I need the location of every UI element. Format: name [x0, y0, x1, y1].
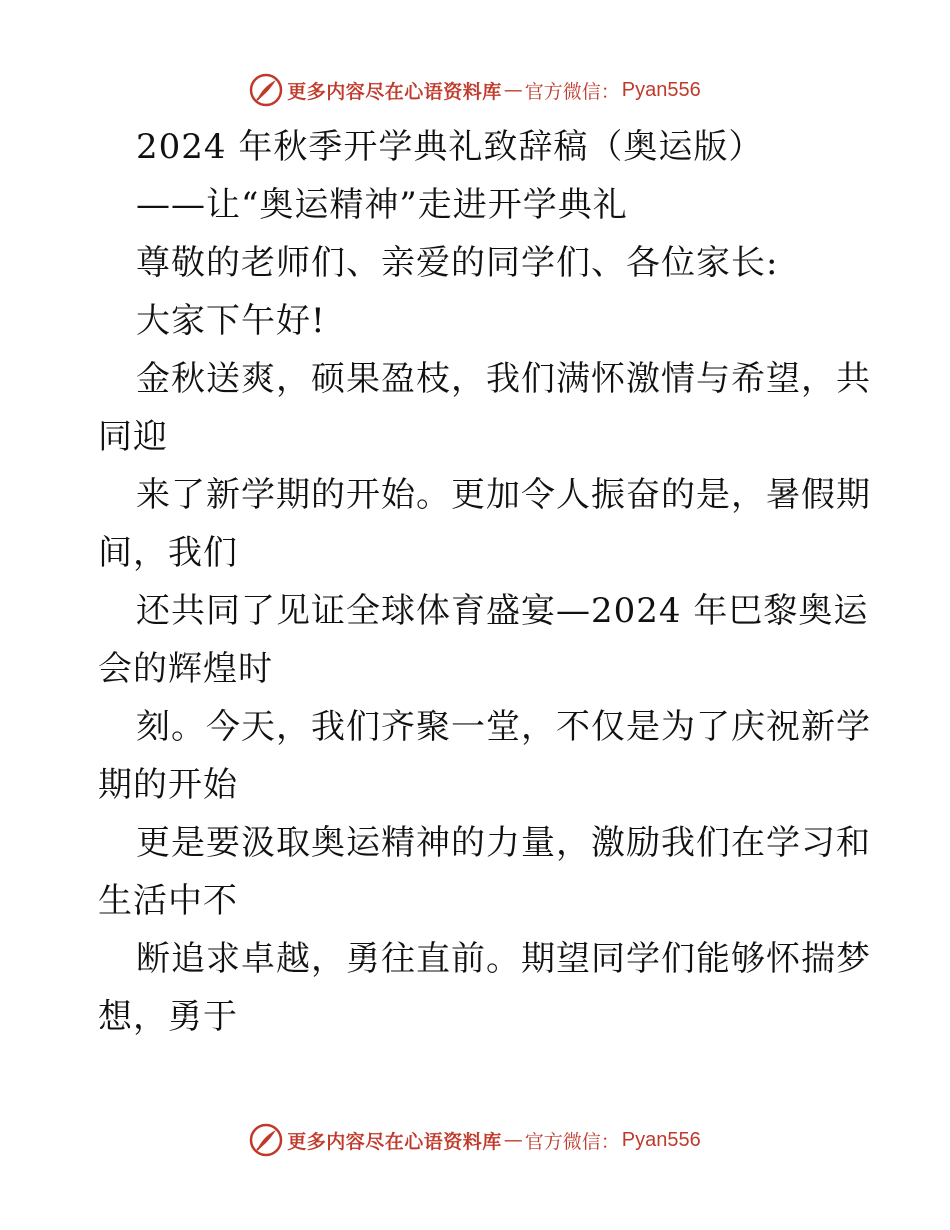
banner-wechat-id: Pyan556	[621, 1128, 701, 1151]
document-title: 2024 年秋季开学典礼致辞稿（奥运版）	[136, 127, 764, 167]
paragraph-line: 还共同了见证全球体育盛宴—2024 年巴黎奥运	[136, 591, 869, 631]
document-subtitle: ——让“奥运精神”走进开学典礼	[136, 185, 628, 225]
banner-text: 更多内容尽在心语资料库	[287, 80, 502, 103]
banner-text: 更多内容尽在心语资料库	[287, 1130, 502, 1153]
paragraph-line: 期的开始	[98, 765, 238, 805]
banner-wechat-label: 官方微信：	[524, 80, 620, 103]
paragraph-line: 更是要汲取奥运精神的力量，激励我们在学习和	[136, 823, 871, 863]
quill-logo-icon	[249, 73, 283, 107]
banner-wechat-id: Pyan556	[621, 78, 701, 101]
banner-wechat-label: 官方微信：	[524, 1130, 620, 1153]
header-banner	[0, 70, 950, 110]
paragraph-line: 来了新学期的开始。更加令人振奋的是，暑假期	[136, 475, 871, 515]
paragraph-line: 断追求卓越，勇往直前。期望同学们能够怀揣梦	[136, 939, 871, 979]
quill-logo-icon	[249, 1123, 283, 1157]
paragraph-line: 想，勇于	[98, 997, 238, 1037]
banner-dash: —	[503, 1129, 523, 1151]
banner-dash: —	[503, 79, 523, 101]
paragraph-line: 金秋送爽，硕果盈枝，我们满怀激情与希望，共	[136, 359, 871, 399]
paragraph-line: 会的辉煌时	[98, 649, 273, 689]
paragraph-line: 生活中不	[98, 881, 238, 921]
paragraph-line: 同迎	[98, 417, 168, 457]
paragraph-line: 刻。今天，我们齐聚一堂，不仅是为了庆祝新学	[136, 707, 871, 747]
greeting: 大家下午好!	[136, 301, 326, 341]
footer-banner	[0, 1120, 950, 1160]
salutation: 尊敬的老师们、亲爱的同学们、各位家长:	[136, 243, 779, 283]
paragraph-line: 间，我们	[98, 533, 238, 573]
